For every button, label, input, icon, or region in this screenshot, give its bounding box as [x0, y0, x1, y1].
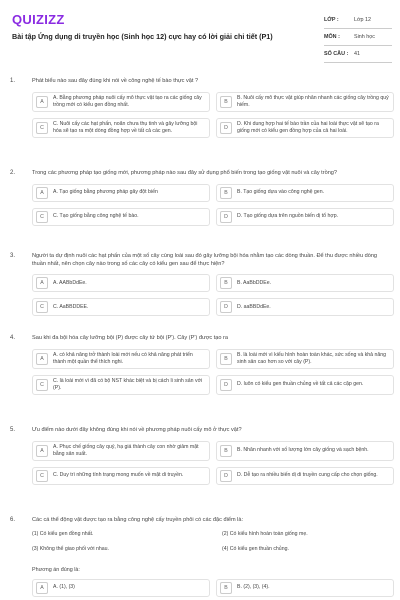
answer-options — [32, 92, 390, 138]
option-text: D. Dễ tạo ra nhiều biến dị di truyền cung cấp cho chọn giống. — [237, 472, 378, 479]
answer-option-d[interactable] — [216, 467, 394, 485]
option-text: A. AABbDdEe. — [53, 279, 87, 286]
question-text: Sau khi đa bội hóa cây lưỡng bội (P) được cây tứ bội (P'). Cây (P') được tạo ra — [32, 335, 229, 341]
option-key: B — [220, 187, 232, 199]
answer-option-b[interactable] — [216, 349, 394, 369]
option-key: C — [36, 122, 48, 134]
answer-option-a[interactable] — [32, 579, 210, 597]
question-list — [10, 78, 390, 597]
option-text: A. Phục chế giống cây quý, hạ giá thành cây con nhờ giảm mặt bằng sản xuất. — [53, 443, 199, 457]
question-text: Ưu điểm nào dưới đây không đúng khi nói về phương pháp nuôi cấy mô ở thực vật? — [32, 427, 242, 433]
option-key: D — [220, 301, 232, 313]
meta-value: Lớp 12 — [354, 17, 372, 23]
answer-option-c[interactable] — [32, 118, 210, 138]
question-text: Các cá thể động vật được tạo ra bằng công nghệ cấy truyền phôi có các đặc điểm là: — [32, 517, 244, 523]
option-text: B. AaBbDDEe. — [237, 279, 272, 286]
meta-table — [324, 12, 392, 63]
answer-option-b[interactable] — [216, 274, 394, 292]
option-text: B. (2), (3), (4). — [237, 584, 270, 591]
statement-item: (1) Có kiểu gen đồng nhất. — [32, 530, 94, 537]
option-key: D — [220, 122, 232, 134]
option-text: A. (1), (3) — [53, 584, 75, 591]
option-key: C — [36, 470, 48, 482]
meta-key: SỐ CÂU : — [324, 51, 349, 57]
option-key: A — [36, 353, 48, 365]
statement-item: (3) Không thể giao phối với nhau. — [32, 545, 109, 552]
question-2 — [10, 170, 390, 245]
answer-option-b[interactable] — [216, 184, 394, 202]
question-6 — [10, 517, 390, 597]
answer-prompt: Phương án đúng là: — [32, 566, 80, 573]
option-key: C — [36, 379, 48, 391]
option-key: D — [220, 470, 232, 482]
option-text: C. AaBBDDEE. — [53, 303, 89, 310]
option-key: B — [220, 96, 232, 108]
option-text: C. là loài mới vì đã có bộ NST khác biệt và bị cách li sinh sản với (P). — [53, 377, 203, 391]
statement-item: (4) Có kiểu gen thuần chủng. — [222, 545, 289, 552]
answer-option-a[interactable] — [32, 441, 210, 461]
option-key: A — [36, 187, 48, 199]
option-key: A — [36, 445, 48, 457]
question-number: 5. — [10, 427, 16, 433]
option-text: A. Tạo giống bằng phương pháp gây đột biến — [53, 189, 158, 196]
document-title: Bài tập Ứng dụng di truyền học (Sinh học 12) cực hay có lời giải chi tiết (P1) — [12, 32, 273, 41]
answer-option-d[interactable] — [216, 118, 394, 138]
answer-option-c[interactable] — [32, 208, 210, 226]
answer-option-c[interactable] — [32, 298, 210, 316]
option-text: D. luôn có kiểu gen thuần chủng về tất cả các cặp gen. — [237, 381, 364, 388]
answer-options — [32, 579, 390, 597]
option-key: C — [36, 211, 48, 223]
meta-key: MÔN : — [324, 34, 340, 40]
question-text: Trong các phương pháp tạo giống mới, phương pháp nào sau đây sử dụng phổ biến trong tạo giống vật nuôi và cây trồng? — [32, 170, 338, 176]
option-text: D. Khi dung hợp hai tế bào trần của hai loài thực vật sẽ tạo ra giống mới có kiểu gen đồng hợp của cả hai loài. — [237, 120, 379, 134]
answer-option-d[interactable] — [216, 208, 394, 226]
question-number: 1. — [10, 78, 16, 84]
option-text: C. Nuôi cấy các hạt phấn, noãn chưa thụ tinh và gây lưỡng bội hóa sẽ tạo ra một dòng đồng hợp về tất cả các gen. — [53, 120, 198, 134]
option-key: C — [36, 301, 48, 313]
option-text: B. là loài mới vì kiểu hình hoàn toàn khác, sức sống và khả năng sinh sản cao hơn so với cây (P). — [237, 351, 387, 365]
meta-row-subject — [324, 29, 392, 46]
answer-option-d[interactable] — [216, 298, 394, 316]
question-number: 2. — [10, 170, 16, 176]
question-number: 3. — [10, 253, 16, 259]
meta-value: Sinh học — [354, 34, 375, 40]
option-key: B — [220, 582, 232, 594]
option-key: B — [220, 353, 232, 365]
answer-options — [32, 349, 390, 395]
option-key: A — [36, 582, 48, 594]
question-4 — [10, 335, 390, 417]
question-text: Người ta dự định nuôi các hạt phấn của một số cây cùng loài sau đó gây lưỡng bội hóa nhằm tạo các dòng thuần. Để thu được nhiều dòng thuần nhất, nên chọn cây nào trong số các cây có kiểu gen sau để thực hiện? — [32, 253, 378, 267]
option-key: D — [220, 379, 232, 391]
option-key: B — [220, 445, 232, 457]
answer-option-c[interactable] — [32, 375, 210, 395]
meta-key: LỚP : — [324, 17, 339, 23]
option-key: A — [36, 96, 48, 108]
option-key: A — [36, 277, 48, 289]
option-text: D. aaBBDdEe. — [237, 303, 271, 310]
document-header — [8, 8, 392, 68]
meta-row-count — [324, 46, 392, 63]
answer-option-a[interactable] — [32, 184, 210, 202]
question-text: Phát biểu nào sau đây đúng khi nói về công nghệ tế bào thực vật ? — [32, 78, 199, 84]
meta-value: 41 — [354, 51, 360, 57]
option-text: A. Bằng phương pháp nuôi cấy mô thực vật tạo ra các giống cây trồng mới có kiểu gen đồng nhất. — [53, 94, 202, 108]
answer-option-b[interactable] — [216, 579, 394, 597]
answer-options — [32, 184, 390, 226]
option-key: B — [220, 277, 232, 289]
option-text: B. Tạo giống dựa vào công nghệ gen. — [237, 189, 325, 196]
option-text: B. Nhân nhanh với số lượng lớn cây giống và sạch bệnh. — [237, 447, 369, 454]
answer-options — [32, 274, 390, 316]
answer-options — [32, 441, 390, 485]
option-key: D — [220, 211, 232, 223]
option-text: C. Duy trì những tính trạng mong muốn về mặt di truyền. — [53, 472, 184, 479]
answer-option-b[interactable] — [216, 441, 394, 461]
question-number: 6. — [10, 517, 16, 523]
option-text: B. Nuôi cấy mô thực vật giúp nhân nhanh các giống cây trồng quý hiếm. — [237, 94, 389, 108]
option-text: A. có khả năng trở thành loài mới nếu có khả năng phát triển thành một quần thể thích nghi. — [53, 351, 193, 365]
answer-option-c[interactable] — [32, 467, 210, 485]
question-number: 4. — [10, 335, 16, 341]
question-3 — [10, 253, 390, 325]
question-1 — [10, 78, 390, 158]
statement-list — [32, 531, 390, 553]
option-text: C. Tạo giống bằng công nghệ tế bào. — [53, 213, 139, 220]
option-text: D. Tạo giống dựa trên nguồn biến dị tổ hợp. — [237, 213, 339, 220]
answer-option-a[interactable] — [32, 349, 210, 369]
statement-item: (2) Có kiểu hình hoàn toàn giống mẹ. — [222, 530, 308, 537]
answer-option-b[interactable] — [216, 92, 394, 112]
answer-option-a[interactable] — [32, 92, 210, 112]
quizizz-logo: QUIZIZZ — [12, 12, 65, 27]
question-5 — [10, 427, 390, 503]
answer-option-d[interactable] — [216, 375, 394, 395]
meta-row-grade — [324, 12, 392, 29]
answer-option-a[interactable] — [32, 274, 210, 292]
